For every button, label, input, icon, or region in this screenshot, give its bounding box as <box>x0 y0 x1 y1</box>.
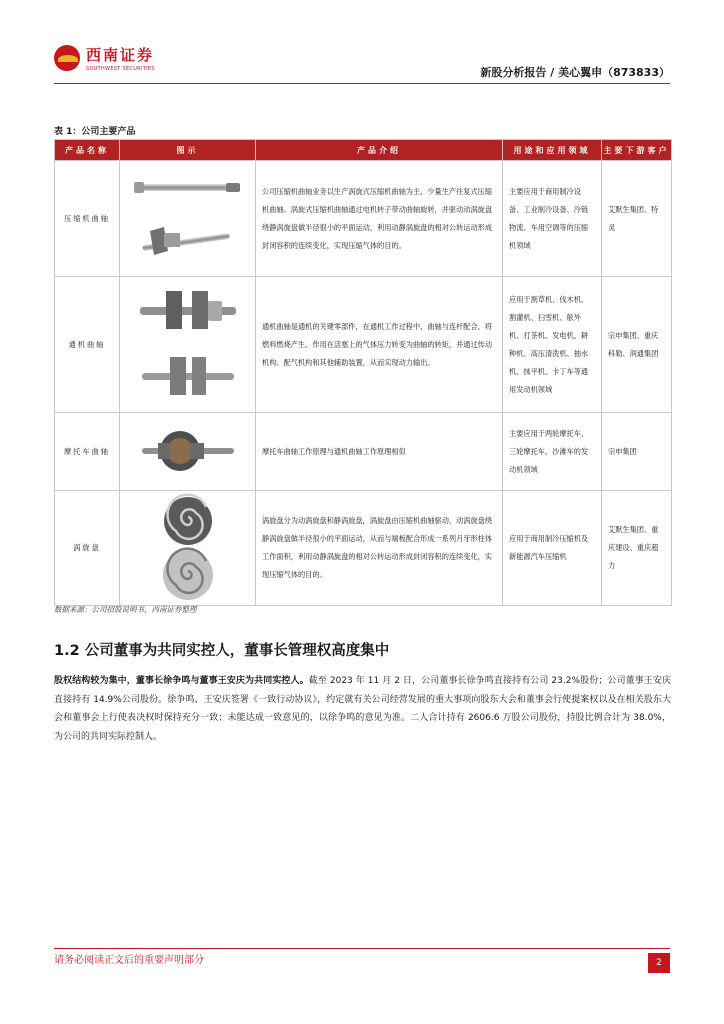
disclaimer-note: 请务必阅读正文后的重要声明部分 <box>54 955 204 966</box>
table-row <box>55 277 672 413</box>
product-intro: 摩托车曲轴工作原理与通机曲轴工作原理相似 <box>256 413 503 491</box>
product-intro: 通机曲轴是通机的关键零部件，在通机工作过程中，曲轴与连杆配合，将燃料燃烧产生、作用在活塞上的气体压力转变为曲轴的转矩，并通过传动机构、配气机构和其他辅助装置，从而实现动力输出。 <box>256 277 503 413</box>
product-name: 通机曲轴 <box>55 277 120 413</box>
product-intro: 涡旋盘分为动涡旋盘和静涡旋盘，涡旋盘由压缩机曲轴驱动，动涡旋盘绕静涡旋盘做半径很小的平面运动，从而与端板配合形成一系列月牙形柱体工作面积，利用动静涡旋盘的相对公转运动形成封闭容积的连续变化，实现压缩气体的目的。 <box>256 491 503 606</box>
table-row <box>55 491 672 606</box>
product-name: 压缩机曲轴 <box>55 161 120 277</box>
product-usage: 主要应用于两轮摩托车、三轮摩托车、沙滩车的发动机领域 <box>503 413 602 491</box>
column-header: 用途和应用领域 <box>503 140 602 161</box>
footer-divider <box>54 948 670 949</box>
column-header: 产品名称 <box>55 140 120 161</box>
product-usage: 主要应用于商用制冷设备、工业制冷设备、冷链物流、车用空调等的压缩机领域 <box>503 161 602 277</box>
logo-name-cn: 西南证券 <box>86 46 155 64</box>
product-usage: 应用于商用制冷压缩机及新能源汽车压缩机 <box>503 491 602 606</box>
logo-name-en: SOUTHWEST SECURITIES <box>86 66 155 72</box>
product-customers: 艾默生集团、重庆建设、重庆超力 <box>602 491 672 606</box>
product-image-cell <box>120 277 256 413</box>
logo-text <box>86 44 155 72</box>
product-name: 涡旋盘 <box>55 491 120 606</box>
data-source: 数据来源：公司招股说明书，西南证券整理 <box>54 605 197 614</box>
section-text: 截至 2023 年 11 月 2 日，公司董事长徐争鸣直接持有公司 23.2%股份；公司董事王安庆直接持有 14.9%公司股份。徐争鸣、王安庆签署《一致行动协议》，约定就有关公司经营发展的重大事项向股东大会和董事会行使提案权以及在相关股东大会和董事会上行使表决权时保持充分一致；未能达成一致意见的，以徐争鸣的意见为准。二人合计持有 2606.6 万股公司股份，持股比例合计为 38.0%，为公司的共同实际控制人。 <box>54 676 671 742</box>
compressor-crankshaft-illustration <box>120 161 256 276</box>
column-header: 产品介绍 <box>256 140 503 161</box>
product-usage: 应用于割草机、伐木机、割灌机、扫雪机、舷外机、打茶机、发电机、耕种机、高压清洗机、抽水机、抹平机、卡丁车等通用发动机领域 <box>503 277 602 413</box>
table-caption: 表 1：公司主要产品 <box>54 127 136 137</box>
column-header: 主要下游客户 <box>602 140 672 161</box>
report-title: 新股分析报告 / 美心翼申（873833） <box>480 66 670 79</box>
page-number: 2 <box>648 953 670 973</box>
product-customers: 宗申集团、重庆科勒、润通集团 <box>602 277 672 413</box>
column-header: 图示 <box>120 140 256 161</box>
product-name: 摩托车曲轴 <box>55 413 120 491</box>
section-lead: 股权结构较为集中，董事长徐争鸣与董事王安庆为共同实控人。 <box>54 676 309 686</box>
table-header-row <box>55 140 672 161</box>
company-logo <box>54 44 155 72</box>
product-image-cell <box>120 491 256 606</box>
engine-crankshaft-illustration <box>120 277 256 412</box>
section-title: 1.2 公司董事为共同实控人，董事长管理权高度集中 <box>54 643 390 659</box>
header-divider <box>54 83 670 84</box>
section-body <box>54 672 671 746</box>
product-image-cell <box>120 413 256 491</box>
logo-mark-icon <box>54 45 80 71</box>
product-image-cell <box>120 161 256 277</box>
product-customers: 宗申集团 <box>602 413 672 491</box>
product-customers: 艾默生集团、特灵 <box>602 161 672 277</box>
scroll-plate-illustration <box>120 491 256 605</box>
product-intro: 公司压缩机曲轴业务以生产涡旋式压缩机曲轴为主，少量生产往复式压缩机曲轴。涡旋式压缩机曲轴通过电机转子带动曲轴旋转，并驱动动涡旋盘绕静涡旋盘做半径很小的平面运动，利用动静涡旋盘的相对公转运动形成封闭容积的连续变化，实现压缩气体的目的。 <box>256 161 503 277</box>
table-row <box>55 413 672 491</box>
motorcycle-crankshaft-illustration <box>120 413 256 490</box>
products-table <box>54 139 672 606</box>
table-row <box>55 161 672 277</box>
